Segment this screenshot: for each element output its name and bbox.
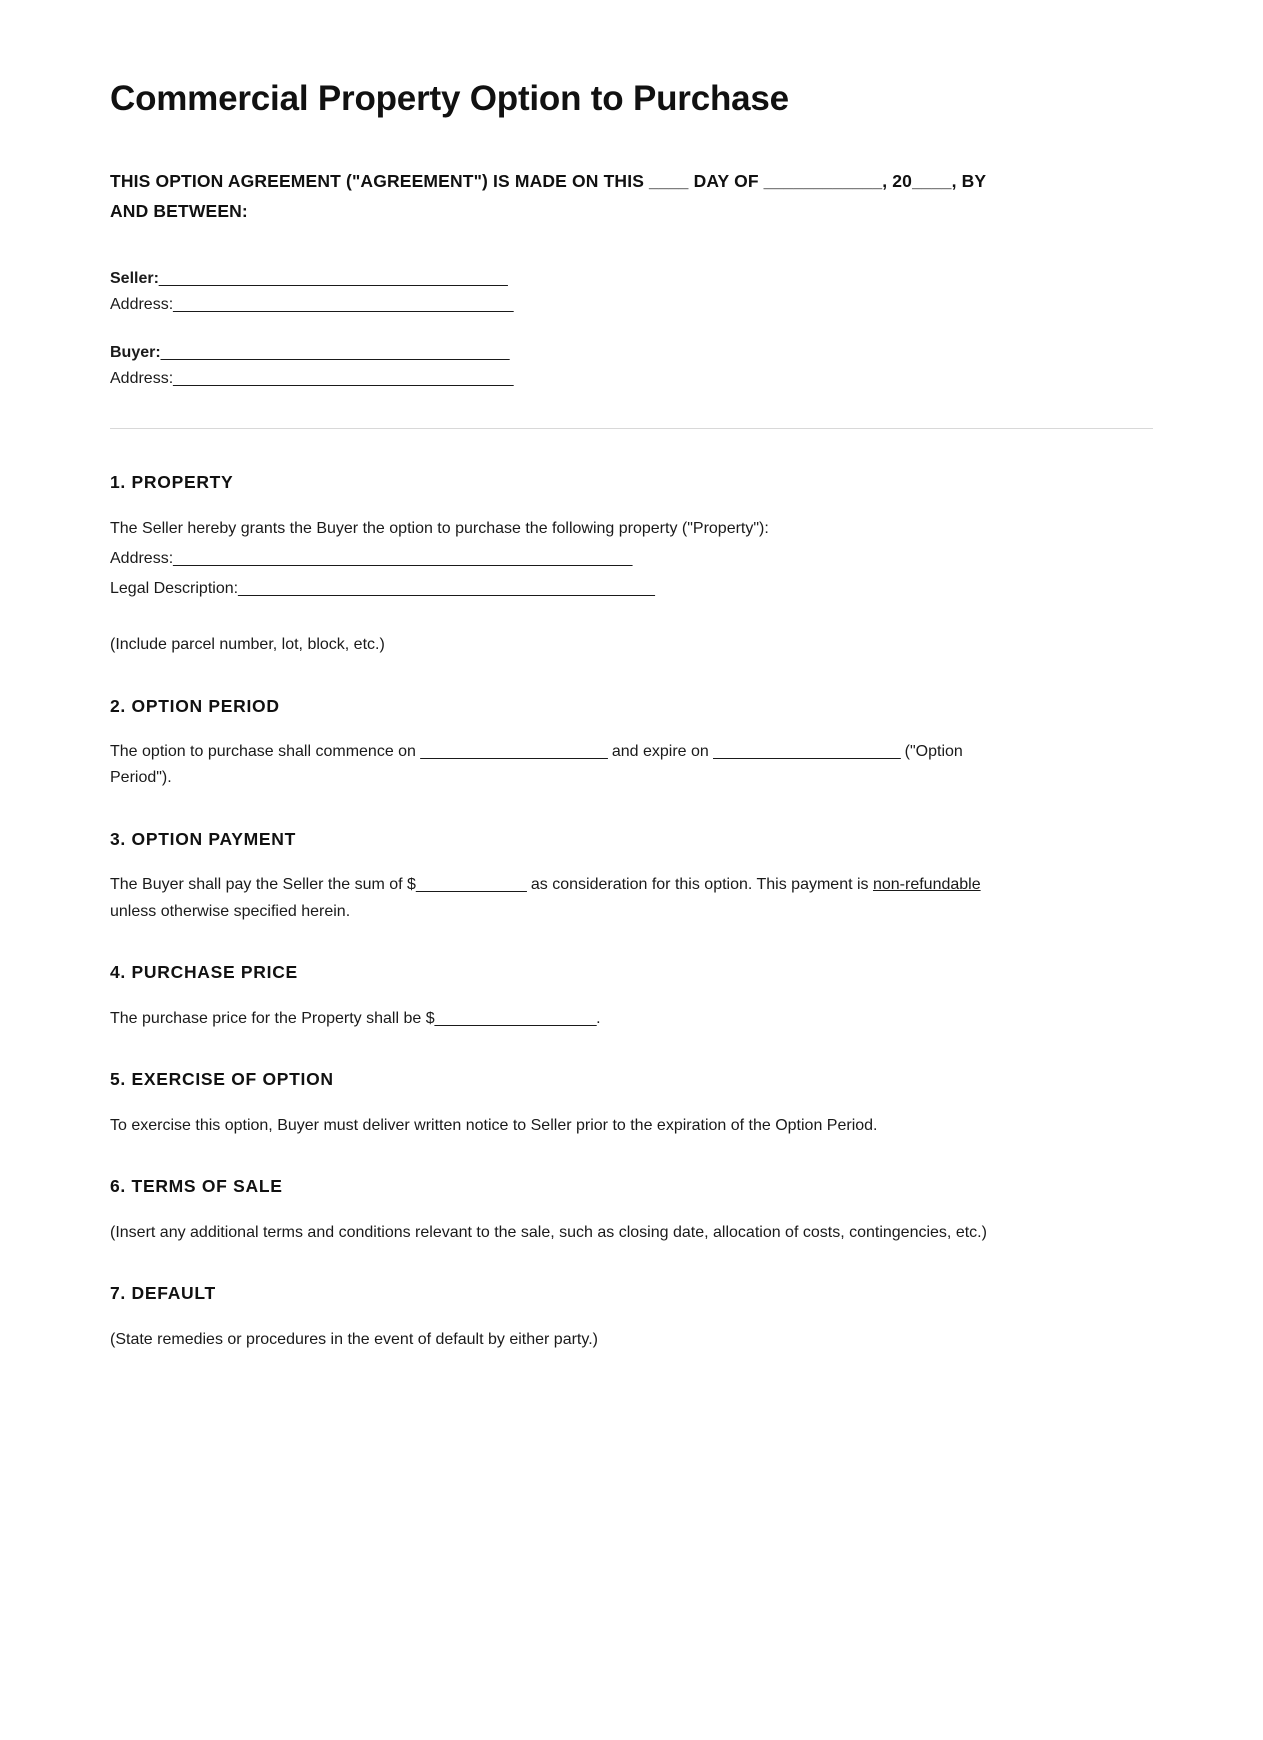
seller-name-blank[interactable]: _________________________________________ [158,270,508,288]
section-heading-property: 1. PROPERTY [110,471,234,492]
property-address-blank[interactable]: ______________________________________________________ [173,549,633,567]
option-period-text-a: The option to purchase shall commence on [110,743,416,761]
property-legal-label: Legal Description: [110,580,239,598]
spacer [110,606,1153,632]
property-address-label: Address: [110,549,174,567]
option-period-text-c: ("Option Period"). [110,743,963,787]
section-heading-purchase-price: 4. PURCHASE PRICE [110,961,298,982]
page-title: Commercial Property Option to Purchase [110,79,789,118]
property-note-text: (Include parcel number, lot, block, etc.) [110,636,385,654]
section-divider [110,428,1153,429]
buyer-address-line [110,366,1153,392]
buyer-address-label: Address: [110,369,174,387]
seller-label: Seller: [110,270,159,288]
section-heading-exercise-of-option: 5. EXERCISE OF OPTION [110,1068,334,1089]
purchase-price-text-a: The purchase price for the Property shall be $ [110,1009,435,1027]
option-payment-text-a: The Buyer shall pay the Seller the sum of $ [110,876,416,894]
option-period-paragraph [110,739,1005,791]
option-period-text-b: and expire on [611,743,709,761]
property-lead-text: The Seller hereby grants the Buyer the option to purchase the following property ("Property"): [110,519,769,537]
section-heading-option-payment: 3. OPTION PAYMENT [110,828,296,849]
option-payment-text-b: as consideration for this option. This payment is [530,876,869,894]
option-payment-text-c: unless otherwise specified herein. [110,902,351,920]
seller-name-line [110,266,1153,292]
section-heading-option-period: 2. OPTION PERIOD [110,695,280,716]
option-expire-blank[interactable]: ______________________ [713,743,901,761]
seller-party-block [110,266,1153,318]
property-address-line [110,546,1010,572]
buyer-name-blank[interactable]: _________________________________________ [160,344,510,361]
seller-address-label: Address: [110,296,174,314]
option-commence-blank[interactable]: ______________________ [420,743,608,761]
exercise-of-option-paragraph: To exercise this option, Buyer must deliver written notice to Seller prior to the expiration of the Option Period. [110,1116,878,1134]
section-heading-terms-of-sale: 6. TERMS OF SALE [110,1175,283,1196]
agreement-intro-paragraph: THIS OPTION AGREEMENT ("AGREEMENT") IS MADE ON THIS ____ DAY OF ____________, 20____, BY AND BETWEEN: [110,171,986,222]
default-paragraph: (State remedies or procedures in the event of default by either party.) [110,1330,598,1348]
property-legal-blank[interactable]: _________________________________________________ [238,580,655,598]
purchase-price-blank[interactable]: ___________________ [434,1009,597,1027]
seller-address-blank[interactable]: ________________________________________ [173,296,514,314]
buyer-party-block [110,340,1153,392]
buyer-label: Buyer: [110,344,161,361]
seller-address-line [110,292,1153,318]
buyer-address-blank[interactable]: ________________________________________ [173,369,514,387]
property-legal-line [110,576,1010,602]
option-payment-paragraph [110,872,1005,924]
terms-of-sale-paragraph: (Insert any additional terms and conditions relevant to the sale, such as closing date, allocation of costs, contingencies, etc.) [110,1223,987,1241]
section-heading-default: 7. DEFAULT [110,1282,216,1303]
buyer-name-line [110,340,1153,366]
purchase-price-text-b: . [596,1009,601,1027]
non-refundable-emphasis: non-refundable [872,876,981,894]
purchase-price-paragraph [110,1006,1010,1032]
option-payment-sum-blank[interactable]: _____________ [415,876,527,894]
